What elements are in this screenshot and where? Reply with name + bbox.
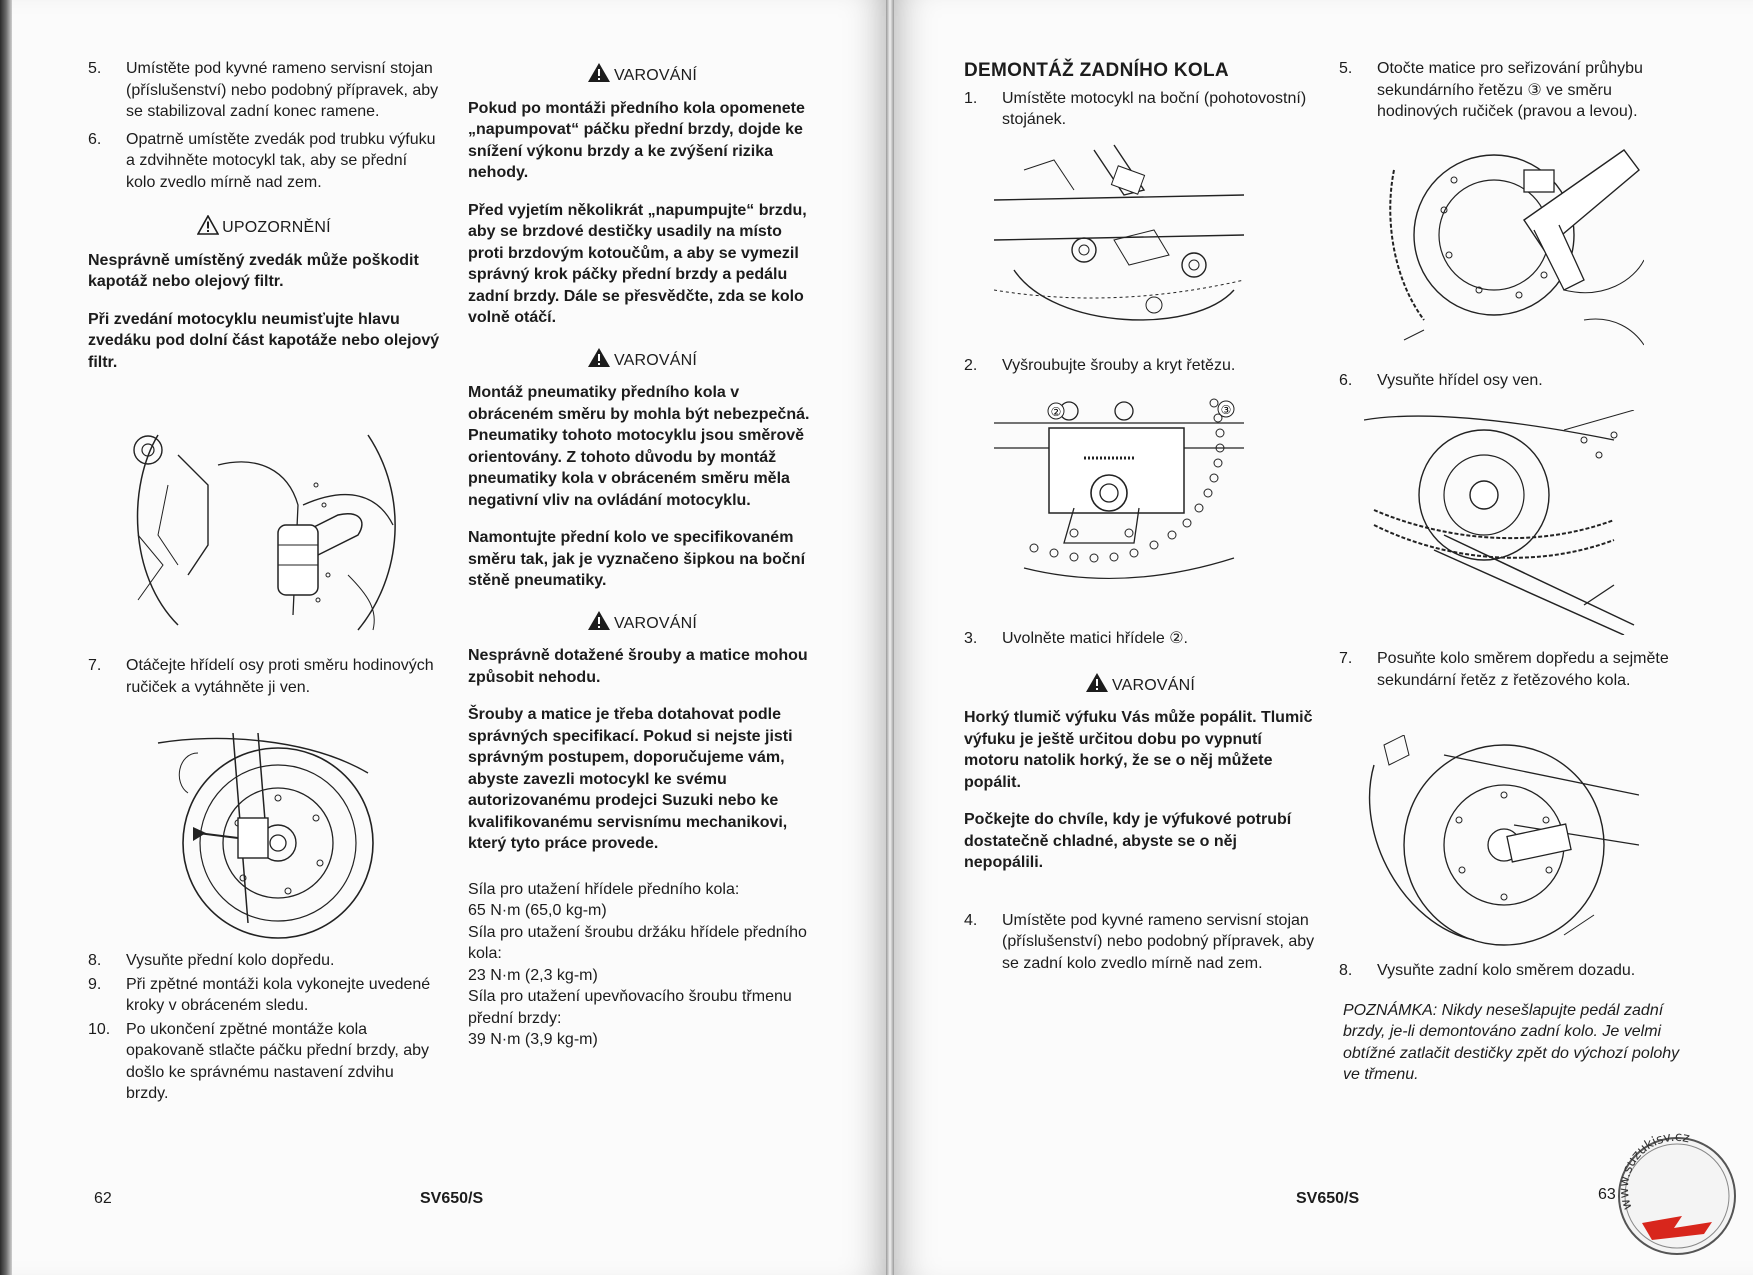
- step-item: [88, 1019, 440, 1105]
- step-text: Po ukončení zpětné montáže kola opakovaně stlačte páčku přední brzdy, aby došlo ke správnému nastavení zdvihu brzdy.: [126, 1020, 429, 1102]
- page-63: [894, 0, 1753, 1275]
- right-column-2c: [1339, 648, 1689, 697]
- step-item: [88, 58, 440, 123]
- step-text: Uvolněte matici hřídele ②.: [1002, 630, 1188, 647]
- figure-side-stand: [994, 140, 1244, 335]
- warning-triangle-icon: [587, 347, 611, 375]
- step-text: Opatrně umístěte zvedák pod trubku výfuku a zdvihněte motocykl tak, aby se přední kolo zvedlo mírně nad zem.: [126, 130, 436, 191]
- right-column-2b: [1339, 370, 1689, 398]
- step-number: 5.: [88, 60, 102, 77]
- page-edge: [0, 0, 12, 1275]
- step-text: Posuňte kolo směrem dopředu a sejměte sekundární řetěz z řetězového kola.: [1377, 650, 1669, 689]
- caution-heading: [88, 215, 440, 242]
- page-number: 62: [94, 1190, 112, 1207]
- torque-line: Síla pro utažení hřídele předního kola:: [468, 880, 740, 898]
- step-text: Otáčejte hřídelí osy proti směru hodinových ručiček a vytáhněte ji ven.: [126, 657, 434, 696]
- step-text: Umístěte motocykl na boční (pohotovostní) stojánek.: [1002, 89, 1307, 128]
- left-column-1: [88, 58, 440, 389]
- step-item: [964, 628, 1316, 650]
- step-item: [964, 910, 1316, 975]
- torque-line: Síla pro utažení upevňovacího šroubu třmenu přední brzdy:: [468, 988, 792, 1027]
- step-number: 6.: [88, 130, 102, 148]
- left-column-2: [468, 52, 816, 1051]
- torque-line: 65 N·m (65,0 kg-m): [468, 902, 607, 919]
- warning-heading: [964, 672, 1316, 700]
- warning-title: VAROVÁNÍ: [613, 614, 698, 632]
- warning-triangle-icon: [587, 610, 611, 638]
- left-column-1b: [88, 655, 440, 704]
- note-paragraph: POZNÁMKA: Nikdy nesešlapujte pedál zadní brzdy, je-li demontováno zadní kolo. Je velmi obtížné zatlačit destičky zpět do výchozí polohy ve třmenu.: [1343, 1001, 1680, 1083]
- callout-3: ③: [1220, 403, 1232, 417]
- step-item: [88, 974, 440, 1017]
- figure-chain-adjuster: [994, 393, 1244, 593]
- step-item: [88, 950, 440, 972]
- step-item: [964, 355, 1316, 377]
- step-text: Umístěte pod kyvné rameno servisní stojan (příslušenství) nebo podobný přípravek, aby se zadní kolo zvedlo mírně nad zem.: [1002, 911, 1315, 972]
- book-spine: [886, 0, 894, 1275]
- step-text: Umístěte pod kyvné rameno servisní stojan (příslušenství) nebo podobný přípravek, aby se stabilizoval zadní konec ramene.: [126, 60, 439, 120]
- warning-paragraph: Šrouby a matice je třeba dotahovat podle správných specifikací. Pokud si nejste jisti správným postupem, doporučujeme vám, abyste zavezli motocykl ke svému autorizovanému prodejci Suzuki nebo ke kvalifikovanému servisnímu mechanikovi, který tyto práce provede.: [468, 706, 793, 852]
- section-heading: DEMONTÁŽ ZADNÍHO KOLA: [964, 60, 1229, 81]
- warning-triangle-icon: [587, 62, 611, 90]
- caution-paragraph: Při zvedání motocyklu neumisťujte hlavu zvedáku pod dolní část kapotáže nebo olejový filtr.: [88, 310, 440, 371]
- step-item: [1339, 58, 1689, 123]
- figure-jack-placement: [118, 425, 416, 635]
- model-name: SV650/S: [420, 1190, 484, 1207]
- website-stamp: [1612, 1128, 1742, 1263]
- warning-heading: [468, 62, 816, 90]
- step-text: Vysuňte hřídel osy ven.: [1377, 372, 1543, 389]
- warning-paragraph: Montáž pneumatiky předního kola v obráceném směru by mohla být nebezpečná. Pneumatiky tohoto motocyklu jsou směrově orientovány. Z tohoto důvodu by montáž pneumatiky kola v obráceném směru měla negativní vliv na ovládání motocyklu.: [468, 384, 810, 509]
- caution-title: UPOZORNĚNÍ: [222, 219, 331, 236]
- step-text: Otočte matice pro seřizování průhybu sekundárního řetězu ③ ve směru hodinových ručiček (pravou a levou).: [1377, 60, 1643, 120]
- torque-line: 39 N·m (3,9 kg-m): [468, 1031, 598, 1048]
- step-item: [88, 655, 440, 698]
- step-item: [88, 129, 440, 194]
- right-column-1c: [964, 628, 1316, 980]
- warning-paragraph: Horký tlumič výfuku Vás může popálit. Tlumič výfuku je ještě určitou dobu po vypnutí motoru natolik horký, že se o něj můžete popálit.: [964, 709, 1313, 791]
- step-text: Vysuňte přední kolo dopředu.: [126, 952, 335, 969]
- step-text: Vysuňte zadní kolo směrem dozadu.: [1377, 962, 1636, 979]
- step-text: Vyšroubujte šrouby a kryt řetězu.: [1002, 357, 1236, 374]
- warning-paragraph: Nesprávně dotažené šrouby a matice mohou způsobit nehodu.: [468, 647, 808, 686]
- step-number: 2.: [964, 357, 978, 374]
- figure-rear-wheel: [1364, 735, 1639, 950]
- step-number: 10.: [88, 1020, 111, 1038]
- step-number: 5.: [1339, 60, 1353, 77]
- step-item: [1339, 370, 1689, 392]
- warning-triangle-icon: [1085, 672, 1109, 700]
- caution-triangle-icon: [197, 215, 219, 242]
- step-number: 9.: [88, 975, 102, 993]
- model-name: SV650/S: [1296, 1190, 1360, 1207]
- step-item: [964, 88, 1316, 131]
- stamp-text-path: www.suzukisv.cz: [1616, 1129, 1691, 1212]
- step-number: 7.: [88, 657, 102, 674]
- step-number: 4.: [964, 911, 978, 929]
- warning-paragraph: Pokud po montáži předního kola opomenete „napumpovat“ páčku přední brzdy, dojde ke snížení výkonu brzdy a ke zvýšení rizika nehody.: [468, 99, 805, 181]
- step-number: 3.: [964, 630, 978, 647]
- step-number: 8.: [88, 952, 102, 969]
- callout-2: ②: [1050, 405, 1062, 419]
- step-text: Při zpětné montáži kola vykonejte uvedené kroky v obráceném sledu.: [126, 975, 431, 1014]
- left-column-1c: [88, 950, 440, 1111]
- right-column-1: [964, 60, 1316, 137]
- caution-paragraph: Nesprávně umístěný zvedák může poškodit kapotáž nebo olejový filtr.: [88, 251, 419, 290]
- step-number: 8.: [1339, 962, 1353, 979]
- warning-paragraph: Počkejte do chvíle, kdy je výfukové potrubí dostatečně chladné, abyste se o něj nepopálili.: [964, 811, 1292, 871]
- step-item: [1339, 960, 1689, 982]
- warning-heading: [468, 347, 816, 375]
- right-column-1b: [964, 355, 1316, 383]
- right-column-2: [1339, 58, 1689, 129]
- torque-line: 23 N·m (2,3 kg-m): [468, 966, 598, 984]
- figure-adjuster-wrench: [1384, 140, 1644, 355]
- step-number: 6.: [1339, 372, 1353, 389]
- warning-paragraph: Před vyjetím několikrát „napumpujte“ brzdu, aby se brzdové destičky usadily na místo proti brzdovým kotoučům, a aby se vymezil správný krok páčky přední brzdy a pedálu zadní brzdy. Dále se přesvědčte, zda se kolo volně otáčí.: [468, 201, 807, 326]
- page-number: 63: [1598, 1186, 1616, 1203]
- step-number: 7.: [1339, 650, 1353, 667]
- figure-front-axle: [138, 723, 393, 948]
- warning-title: VAROVÁNÍ: [613, 67, 698, 84]
- step-item: [1339, 648, 1689, 691]
- warning-title: VAROVÁNÍ: [1111, 676, 1196, 694]
- torque-line: Síla pro utažení šroubu držáku hřídele předního kola:: [468, 923, 807, 962]
- right-column-2d: [1339, 960, 1689, 1086]
- step-number: 1.: [964, 89, 978, 107]
- figure-axle-removal: [1364, 410, 1639, 635]
- warning-heading: [468, 610, 816, 638]
- warning-title: VAROVÁNÍ: [613, 351, 698, 369]
- warning-paragraph: Namontujte přední kolo ve specifikovaném směru tak, jak je vyznačeno šipkou na boční stěně pneumatiky.: [468, 529, 806, 589]
